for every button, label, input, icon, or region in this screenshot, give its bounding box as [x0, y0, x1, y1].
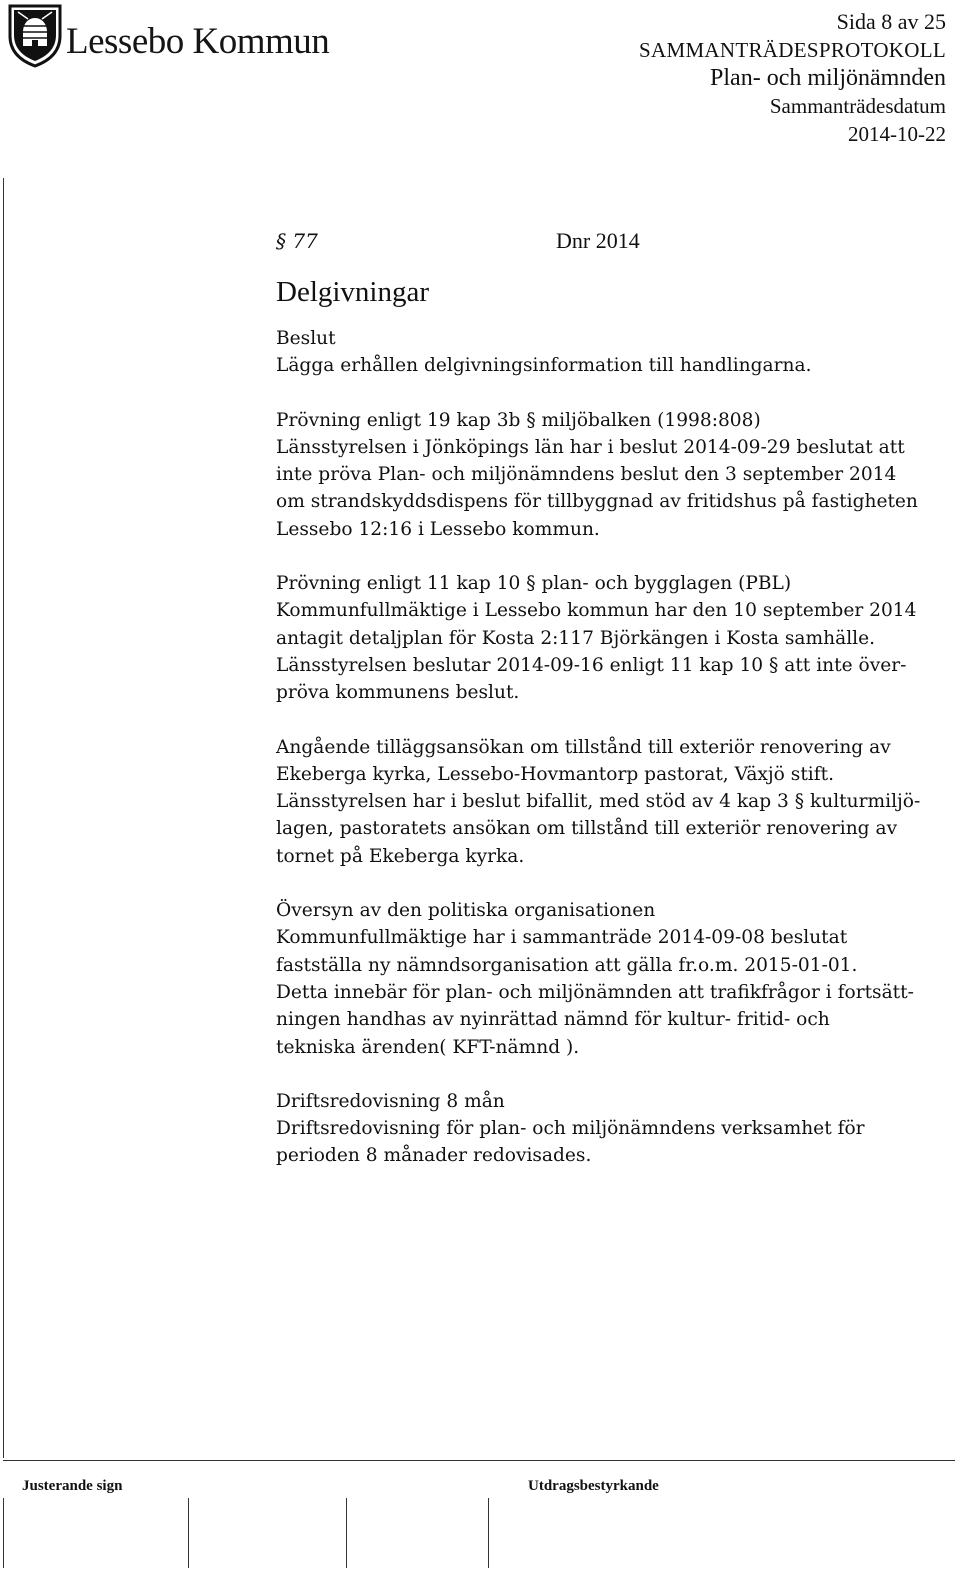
section-text-line: Länsstyrelsen beslutar 2014-09-16 enligt 11 kap 10 § att inte över-: [276, 654, 907, 676]
justification-sign-label: Justerande sign: [22, 1478, 123, 1494]
section-text-line: fastställa ny nämndsorganisation att gälla fr.o.m. 2015-01-01.: [276, 954, 858, 976]
logo-text: Lessebo Kommun: [66, 21, 330, 62]
section-gap: [276, 1061, 956, 1088]
section: [276, 325, 956, 380]
section-heading: Prövning enligt 11 kap 10 § plan- och bygglagen (PBL): [276, 573, 792, 595]
section-text-line: Länsstyrelsen har i beslut bifallit, med stöd av 4 kap 3 § kulturmiljö-: [276, 791, 921, 813]
board-name: Plan- och miljönämnden: [710, 65, 946, 91]
municipality-logo: [6, 2, 366, 72]
section-text-line: om strandskyddsdispens för tillbyggnad av fritidshus på fastigheten: [276, 491, 918, 513]
section-text-line: Kommunfullmäktige i Lessebo kommun har den 10 september 2014: [276, 600, 917, 622]
margin-rule: [3, 178, 4, 1458]
document-header: [639, 8, 946, 148]
section-text-line: tekniska ärenden( KFT-nämnd ).: [276, 1036, 580, 1058]
footer-rule: [3, 1460, 955, 1461]
section-text-line: Lägga erhållen delgivningsinformation till handlingarna.: [276, 355, 812, 377]
section: [276, 1088, 956, 1170]
sections: [276, 325, 956, 1170]
section: [276, 897, 956, 1061]
section-heading: Angående tilläggsansökan om tillstånd till exteriör renovering av: [276, 736, 891, 758]
section-text-line: lagen, pastoratets ansökan om tillstånd till exteriör renovering av: [276, 818, 898, 840]
meeting-date-label: Sammanträdesdatum: [769, 94, 946, 118]
section-heading: Beslut: [276, 328, 336, 349]
section-gap: [276, 543, 956, 570]
section-heading: Översyn av den politiska organisationen: [276, 900, 656, 922]
section-text-line: inte pröva Plan- och miljönämndens beslut den 3 september 2014: [276, 464, 897, 486]
section-text-line: Lessebo 12:16 i Lessebo kommun.: [276, 518, 600, 540]
section-text-line: Detta innebär för plan- och miljönämnden att trafikfrågor i fortsätt-: [276, 981, 914, 1003]
section-gap: [276, 707, 956, 734]
section-text-line: Driftsredovisning för plan- och miljönämndens verksamhet för: [276, 1118, 865, 1140]
protocol-body: [276, 224, 956, 1170]
section-text-line: ningen handhas av nyinrättad nämnd för kultur- fritid- och: [276, 1009, 830, 1031]
meeting-date: 2014-10-22: [848, 122, 946, 146]
section-text-line: Länsstyrelsen i Jönköpings län har i beslut 2014-09-29 beslutat att: [276, 436, 905, 458]
protocol-title: SAMMANTRÄDESPROTOKOLL: [639, 38, 946, 62]
section-text-line: Kommunfullmäktige har i sammanträde 2014-09-08 beslutat: [276, 927, 848, 949]
extract-certification-label: Utdragsbestyrkande: [528, 1478, 659, 1494]
signature-box-divider: [346, 1498, 347, 1568]
section-gap: [276, 380, 956, 407]
signature-footer: [0, 1458, 960, 1580]
section-text-line: antagit detaljplan för Kosta 2:117 Björkängen i Kosta samhälle.: [276, 627, 876, 649]
section-heading: Prövning enligt 19 kap 3b § miljöbalken (1998:808): [276, 409, 761, 431]
signature-box-divider: [188, 1498, 189, 1568]
section: [276, 570, 956, 706]
section-text-line: pröva kommunens beslut.: [276, 682, 520, 704]
page-number: Sida 8 av 25: [836, 9, 946, 34]
section: [276, 734, 956, 870]
section-gap: [276, 870, 956, 897]
signature-box-divider: [3, 1498, 4, 1568]
section: [276, 407, 956, 543]
signature-box-divider: [488, 1498, 489, 1568]
registration-number: Dnr 2014: [556, 228, 640, 253]
section-text-line: perioden 8 månader redovisades.: [276, 1145, 592, 1167]
section-heading: Driftsredovisning 8 mån: [276, 1090, 505, 1112]
beehive-crest-icon: [6, 2, 64, 68]
case-heading: [276, 224, 956, 258]
section-text-line: Ekeberga kyrka, Lessebo-Hovmantorp pastorat, Växjö stift.: [276, 763, 835, 785]
section-text-line: tornet på Ekeberga kyrka.: [276, 845, 525, 867]
paragraph-number: § 77: [276, 229, 318, 253]
case-title: Delgivningar: [276, 276, 430, 308]
